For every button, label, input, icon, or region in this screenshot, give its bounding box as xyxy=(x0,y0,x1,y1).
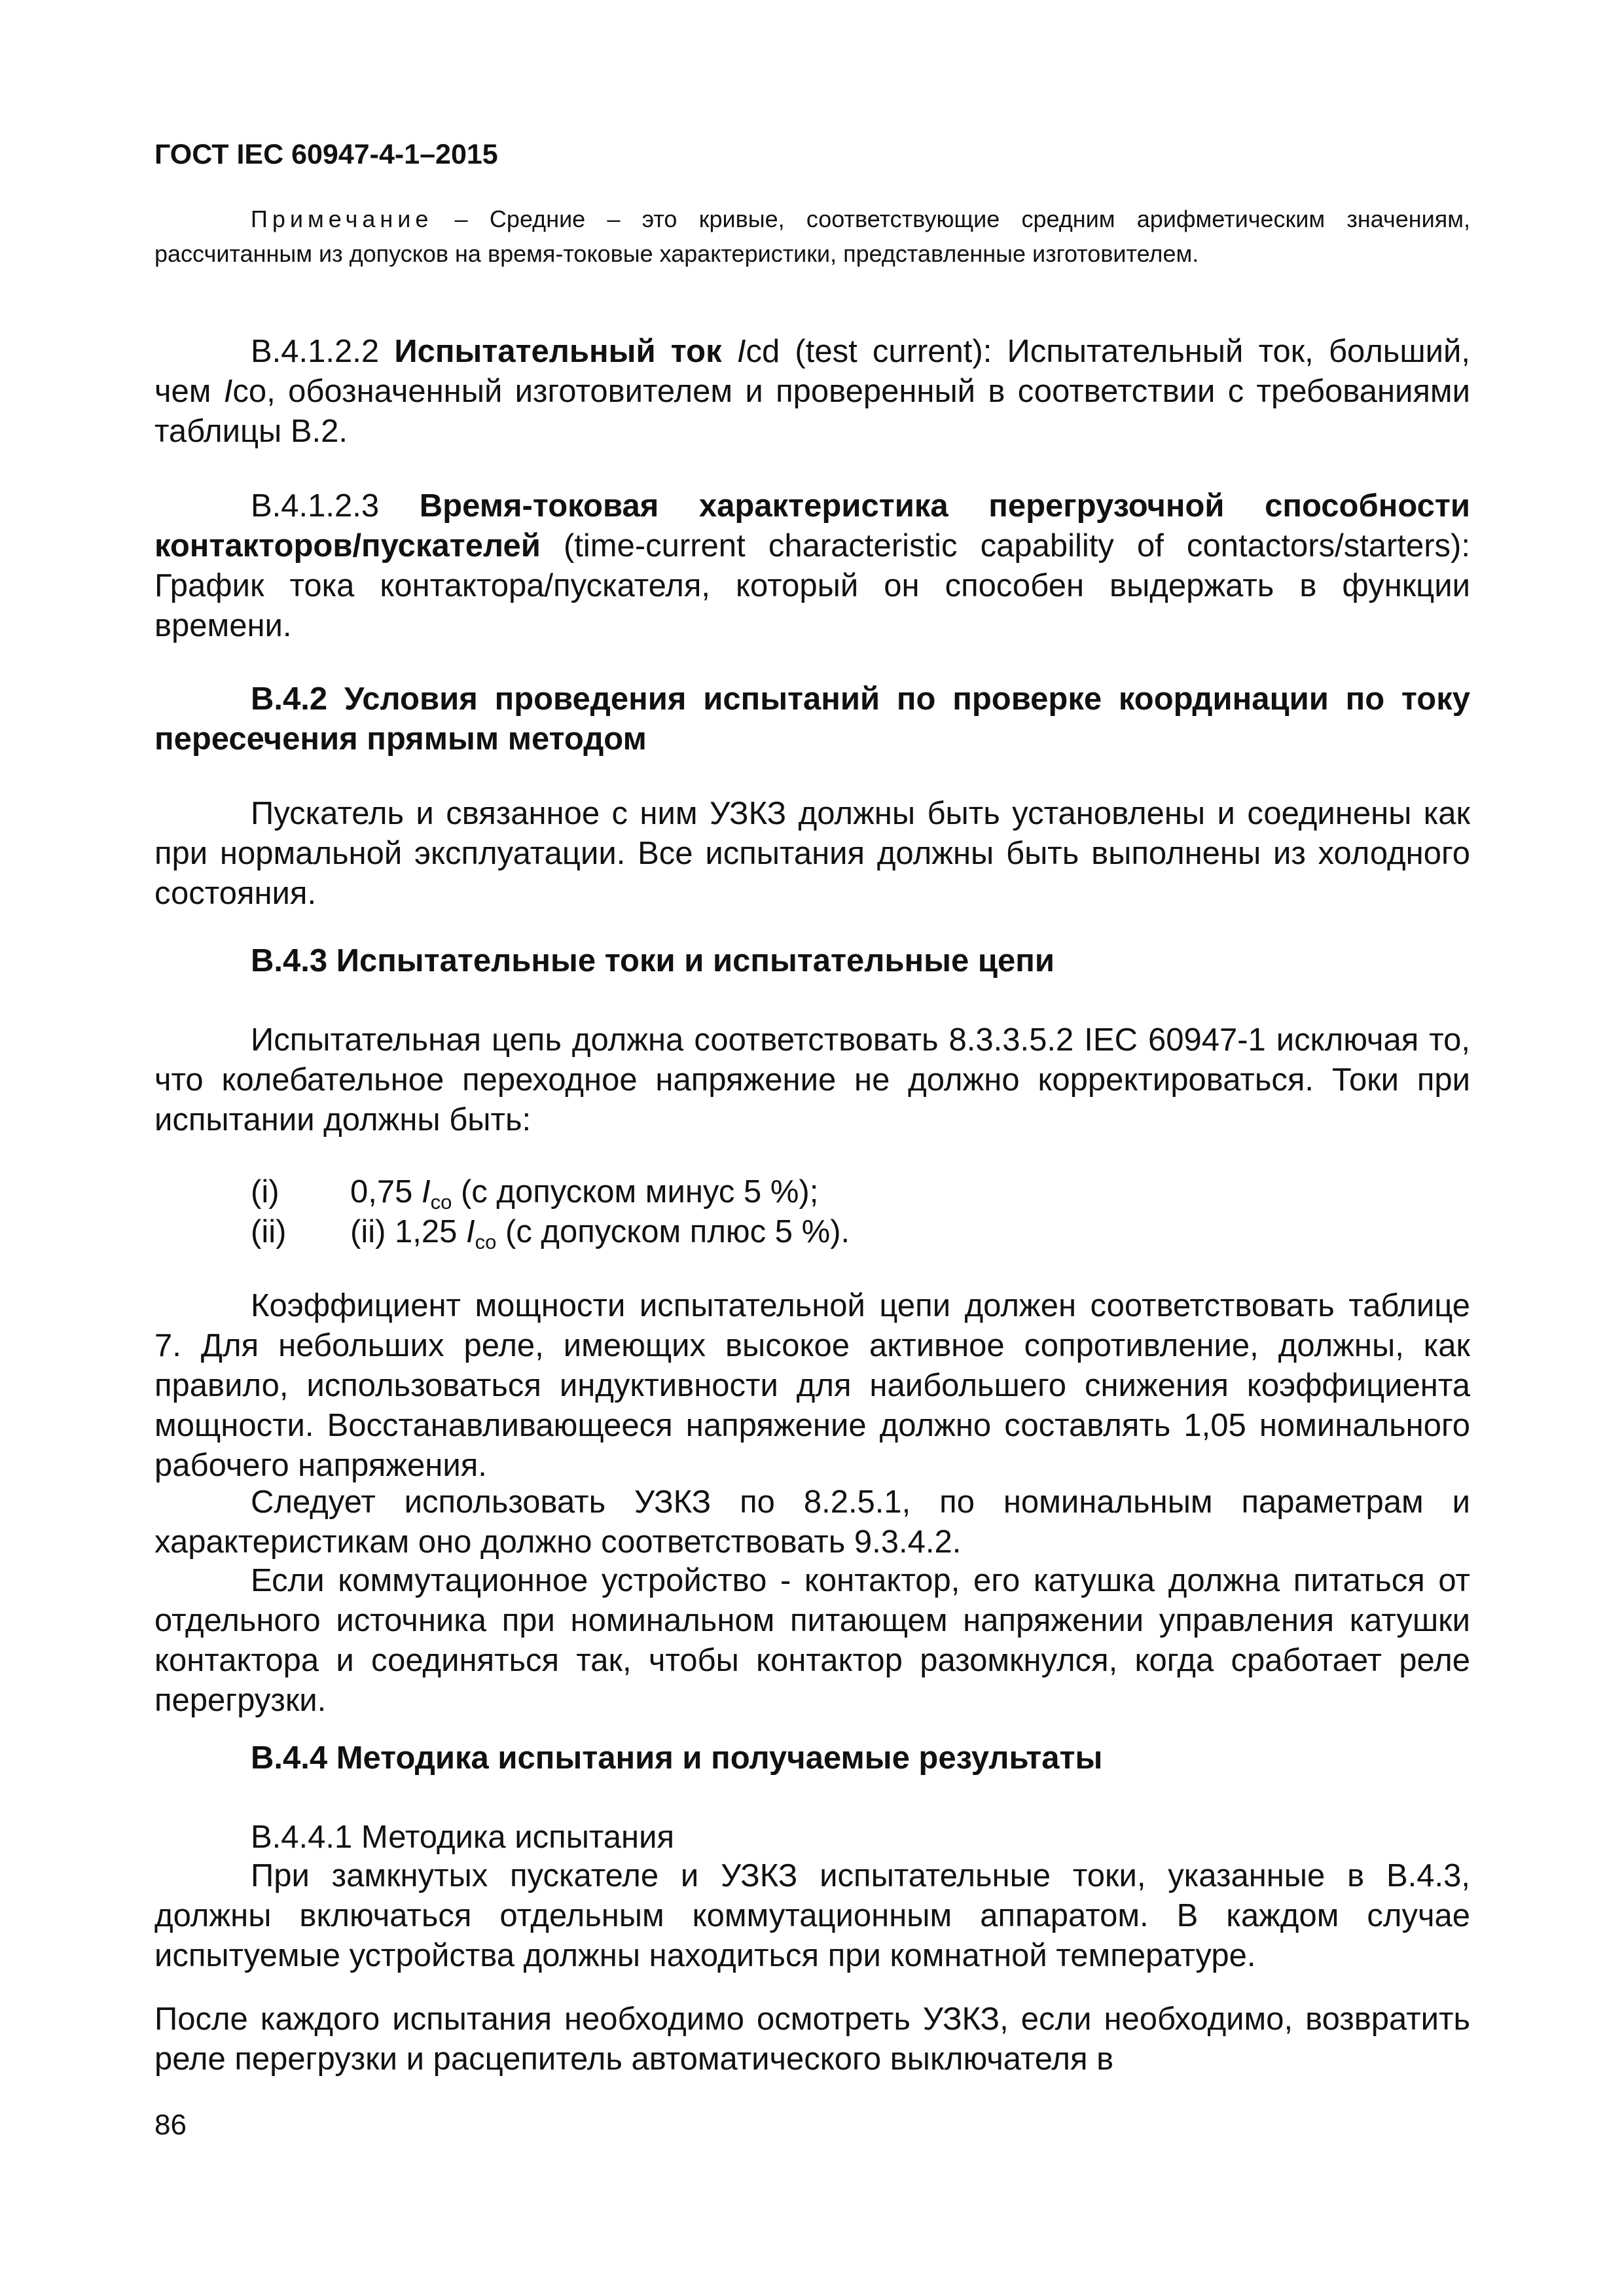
clause-number: В.4.1.2.3 xyxy=(251,488,420,524)
list-item-text: (с допуском минус 5 %); xyxy=(452,1174,819,1210)
list-item xyxy=(350,1174,818,1214)
subscript: co xyxy=(475,1230,497,1253)
clause-term: Испытательный ток xyxy=(394,334,722,369)
clause-number: В.4.1.2.2 xyxy=(251,334,395,369)
list-item-text: 0,75 xyxy=(350,1174,422,1210)
clause-text: cd (test current): Испытательный ток, больший, чем xyxy=(154,334,1470,409)
list-number: (i) xyxy=(251,1174,280,1210)
paragraph-b441-after: После каждого испытания необходимо осмотреть УЗКЗ, если необходимо, возвратить реле перегрузки и расцепитель автоматического выключателя в xyxy=(154,2001,1470,2077)
heading-b42: В.4.2 Условия проведения испытаний по проверке координации по току пересечения прямым методом xyxy=(154,681,1470,757)
symbol-i: I xyxy=(223,374,233,409)
list-item-text: (ii) 1,25 xyxy=(350,1214,467,1249)
document-id: ГОСТ IEC 60947-4-1–2015 xyxy=(154,139,498,170)
paragraph-b43: Испытательная цепь должна соответствовать 8.3.3.5.2 IEC 60947-1 исключая то, что колебательное переходное напряжение не должно корректироваться. Токи при испытании должны быть: xyxy=(154,1022,1470,1138)
clause-b41223 xyxy=(154,486,1470,646)
page-number: 86 xyxy=(154,2109,187,2141)
clause-text xyxy=(722,334,737,369)
clause-term: Время-токовая характеристика перегрузочной способности контакторов/пускателей xyxy=(154,488,1470,564)
subscript: co xyxy=(430,1191,452,1213)
clause-text: co, обозначенный изготовителем и проверенный в соответствии с требованиями таблицы В.2. xyxy=(154,374,1470,449)
clause-text: (time-current characteristic capability of contactors/starters): График тока контактора/пускателя, который он способен выдержать в функции времени. xyxy=(154,528,1470,643)
paragraph-b42: Пускатель и связанное с ним УЗКЗ должны быть установлены и соединены как при нормальной эксплуатации. Все испытания должны быть выполнены из холодного состояния. xyxy=(154,796,1470,911)
paragraph-b43-scpd: Следует использовать УЗКЗ по 8.2.5.1, по номинальным параметрам и характеристикам оно должно соответствовать 9.3.4.2. xyxy=(154,1484,1470,1560)
paragraph-b43-contactor: Если коммутационное устройство - контактор, его катушка должна питаться от отдельного источника при номинальном питающем напряжении управления катушки контактора и соединяться так, чтобы контактор разомкнулся, когда сработает реле перегрузки. xyxy=(154,1563,1470,1718)
symbol-i: I xyxy=(736,334,746,369)
symbol-i: I xyxy=(421,1174,431,1210)
paragraph-b441: При замкнутых пускателе и УЗКЗ испытательные токи, указанные в В.4.3, должны включаться отдельным коммутационным аппаратом. В каждом случае испытуемые устройства должны находиться при комнатной температуре. xyxy=(154,1858,1470,1973)
heading-b43: В.4.3 Испытательные токи и испытательные цепи xyxy=(251,943,1055,978)
list-item-text: (с допуском плюс 5 %). xyxy=(496,1214,850,1249)
subheading-b441: В.4.4.1 Методика испытания xyxy=(251,1820,675,1855)
list-number: (ii) xyxy=(251,1214,287,1249)
symbol-i: I xyxy=(466,1214,475,1249)
note-label: Примечание xyxy=(251,206,433,232)
note-text: – Средние – это кривые, соответствующие средним арифметическим значениям, рассчитанным из допусков на время-токовые характеристики, представленные изготовителем. xyxy=(154,206,1470,267)
heading-b44: В.4.4 Методика испытания и получаемые результаты xyxy=(251,1740,1103,1776)
note xyxy=(154,202,1470,271)
paragraph-b43-power-factor: Коэффициент мощности испытательной цепи должен соответствовать таблице 7. Для небольших реле, имеющих высокое активное сопротивление, должны, как правило, использоваться индуктивности для наибольшего снижения коэффициента мощности. Восстанавливающееся напряжение должно составлять 1,05 номинального рабочего напряжения. xyxy=(154,1288,1470,1483)
clause-b41222 xyxy=(154,332,1470,452)
list-item xyxy=(350,1213,850,1254)
